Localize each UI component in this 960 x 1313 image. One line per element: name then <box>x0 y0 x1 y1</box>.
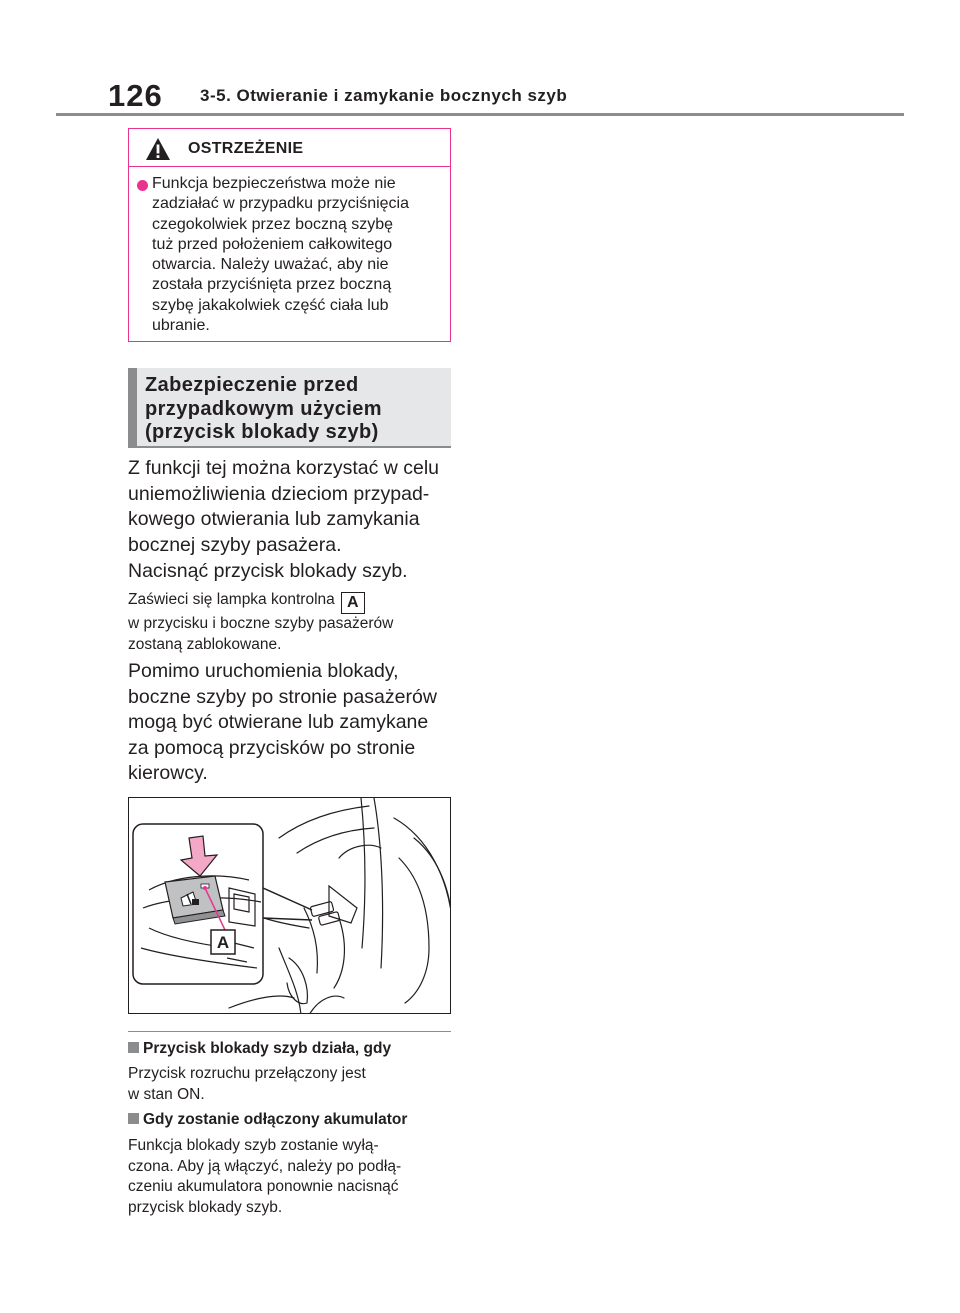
warning-box <box>128 128 451 342</box>
illustration-drawing <box>129 798 451 1014</box>
warning-header <box>129 129 450 167</box>
note-title-text: Przycisk blokady szyb działa, gdy <box>143 1040 392 1057</box>
note-title <box>128 1111 407 1129</box>
step-note-line: w przycisku i boczne szyby pasażerów <box>128 615 394 632</box>
intro-line: Z funkcji tej można korzystać w celu <box>128 457 440 479</box>
override-paragraph <box>128 659 458 787</box>
section-title: 3-5. Otwieranie i zamykanie bocznych szyb <box>200 86 568 105</box>
note-body <box>128 1136 458 1218</box>
warning-line: zadziałać w przypadku przyciśnięcia <box>152 195 409 213</box>
callout-label: A <box>216 933 230 952</box>
intro-line: bocznej szyby pasażera. <box>128 533 342 556</box>
intro-line: kowego otwierania lub zamykania <box>128 508 420 530</box>
warning-line: szybę jakakolwiek część ciała lub <box>152 296 389 314</box>
override-line: za pomocą przycisków po stronie <box>128 736 416 759</box>
note-line: przycisk blokady szyb. <box>128 1198 283 1216</box>
square-bullet-icon <box>128 1042 139 1053</box>
warning-line: czegokolwiek przez boczną szybę <box>152 215 394 233</box>
step-note <box>128 590 458 655</box>
inset-leader-lines <box>263 888 312 920</box>
warning-text <box>152 174 450 336</box>
override-line: boczne szyby po stronie pasażerów <box>128 685 437 708</box>
warning-line: została przyciśnięta przez boczną <box>152 276 392 294</box>
note-line: czeniu akumulatora ponownie nacisnąć <box>128 1178 399 1195</box>
warning-line: Funkcja bezpieczeństwa może nie <box>152 175 396 192</box>
warning-bullet-icon <box>137 180 148 191</box>
indicator-badge: A <box>341 592 365 614</box>
subheading-line: (przycisk blokady szyb) <box>145 421 379 443</box>
lock-switch-illustration <box>128 797 451 1014</box>
page-header <box>108 76 908 116</box>
note-line: Funkcja blokady szyb zostanie wyłą- <box>128 1137 379 1154</box>
small-switch-panel <box>310 901 340 925</box>
intro-paragraph <box>128 456 458 558</box>
override-line: Pomimo uruchomienia blokady, <box>128 660 399 682</box>
subheading-line: Zabezpieczenie przed <box>145 374 359 396</box>
notes-divider <box>128 1031 451 1032</box>
step-instruction: Nacisnąć przycisk blokady szyb. <box>128 560 408 582</box>
note-line: w stan ON. <box>128 1085 205 1103</box>
override-line: kierowcy. <box>128 762 208 784</box>
note-line: czona. Aby ją włączyć, należy po podłą- <box>128 1157 402 1175</box>
subheading-text <box>145 374 382 445</box>
subheading-accent-bar <box>128 368 137 446</box>
header-divider <box>56 113 904 116</box>
override-line: mogą być otwierane lub zamykane <box>128 711 429 733</box>
note-body <box>128 1064 458 1105</box>
subheading-line: przypadkowym użyciem <box>145 397 382 420</box>
warning-triangle-icon <box>145 137 171 161</box>
intro-line: uniemożliwienia dzieciom przypad- <box>128 482 430 505</box>
note-line: Przycisk rozruchu przełączony jest <box>128 1065 366 1082</box>
note-title-text: Gdy zostanie odłączony akumulator <box>143 1111 408 1128</box>
square-bullet-icon <box>128 1113 139 1124</box>
warning-line: otwarcia. Należy uważać, aby nie <box>152 256 389 274</box>
warning-line: ubranie. <box>152 317 210 335</box>
step-note-line: Zaświeci się lampka kontrolna <box>128 591 335 608</box>
page-number: 126 <box>108 78 163 113</box>
step-note-first-line <box>128 590 458 614</box>
step-note-line: zostaną zablokowane. <box>128 635 282 653</box>
section-subheading <box>128 368 451 448</box>
warning-title: OSTRZEŻENIE <box>188 140 304 157</box>
warning-line: tuż przed położeniem całkowitego <box>152 235 393 253</box>
note-title <box>128 1040 391 1058</box>
